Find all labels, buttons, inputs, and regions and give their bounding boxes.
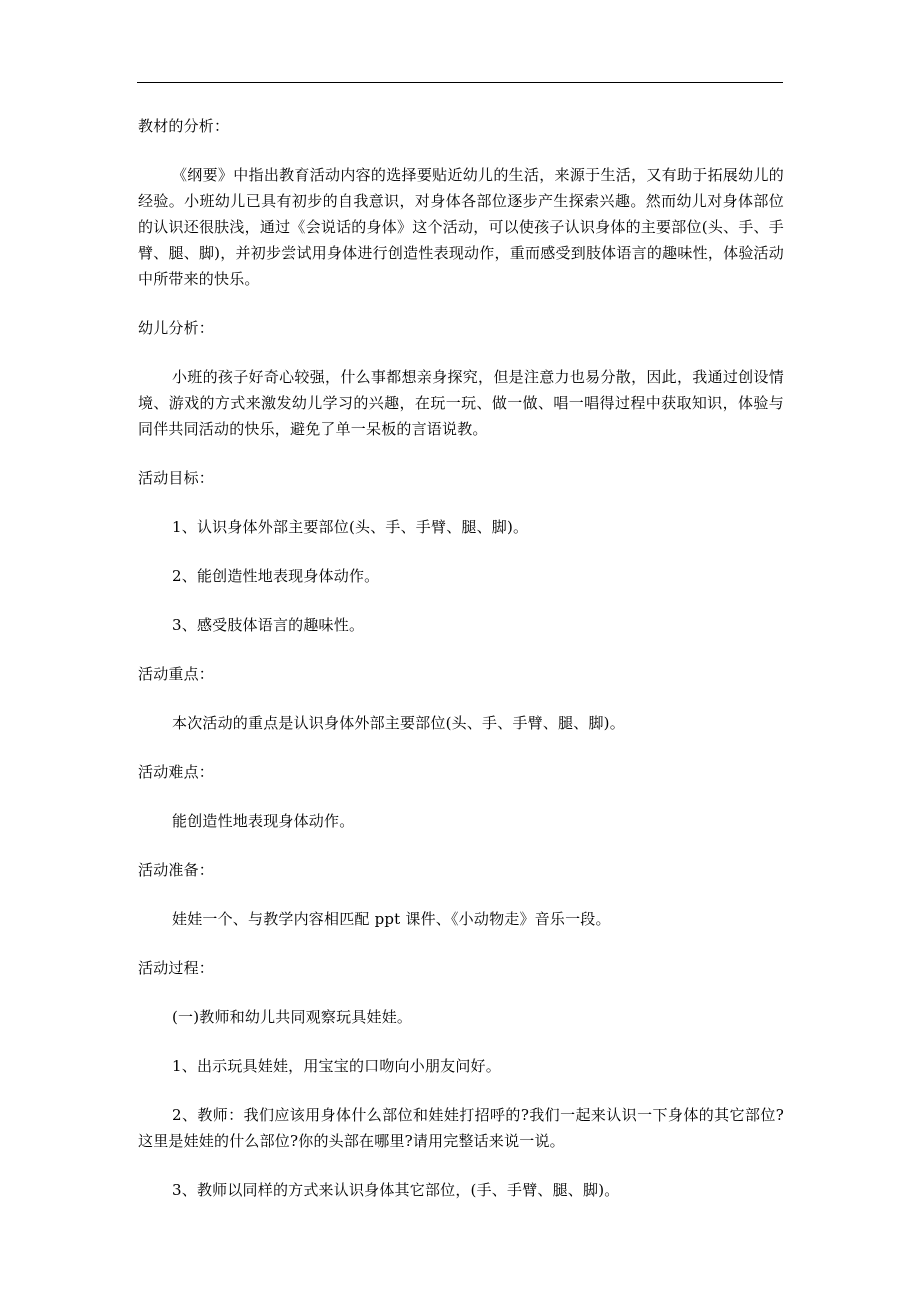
list-item: 3、感受肢体语言的趣味性。 xyxy=(172,616,365,634)
section-heading: 活动重点： xyxy=(138,665,215,683)
section-heading: 幼儿分析： xyxy=(138,319,215,337)
list-item: 1、出示玩具娃娃，用宝宝的口吻向小朋友问好。 xyxy=(172,1057,501,1075)
section-paragraph: 《纲要》中指出教育活动内容的选择要贴近幼儿的生活，来源于生活，又有助于拓展幼儿的经验。小班幼儿已具有初步的自我意识，对身体各部位逐步产生探索兴趣。然而幼儿对身体部位的认识还很肤浅，通过《会说话的身体》这个活动，可以使孩子认识身体的主要部位(头、手、手臂、腿、脚)，并初步尝试用身体进行创造性表现动作，重而感受到肢体语言的趣味性，体验活动中所带来的快乐。 xyxy=(138,166,784,288)
section-paragraph: 娃娃一个、与教学内容相匹配 ppt 课件、《小动物走》音乐一段。 xyxy=(172,910,611,928)
header-rule xyxy=(137,82,783,83)
list-item: 2、教师：我们应该用身体什么部位和娃娃打招呼的?我们一起来认识一下身体的其它部位?这里是娃娃的什么部位?你的头部在哪里?请用完整话来说一说。 xyxy=(138,1106,784,1150)
section-paragraph: 能创造性地表现身体动作。 xyxy=(172,812,355,830)
section-heading: 活动目标： xyxy=(138,469,215,487)
document-body xyxy=(138,113,784,1226)
section-paragraph: 小班的孩子好奇心较强，什么事都想亲身探究，但是注意力也易分散，因此，我通过创设情境、游戏的方式来激发幼儿学习的兴趣，在玩一玩、做一做、唱一唱得过程中获取知识，体验与同伴共同活动的快乐，避免了单一呆板的言语说教。 xyxy=(138,368,784,438)
list-item: (一)教师和幼儿共同观察玩具娃娃。 xyxy=(172,1008,413,1026)
section-paragraph: 本次活动的重点是认识身体外部主要部位(头、手、手臂、腿、脚)。 xyxy=(172,714,625,732)
section-heading: 教材的分析： xyxy=(138,117,230,135)
list-item: 3、教师以同样的方式来认识身体其它部位，(手、手臂、腿、脚)。 xyxy=(172,1181,620,1199)
section-heading: 活动难点： xyxy=(138,763,215,781)
section-heading: 活动过程： xyxy=(138,959,215,977)
list-item: 2、能创造性地表现身体动作。 xyxy=(172,567,380,585)
list-item: 1、认识身体外部主要部位(头、手、手臂、腿、脚)。 xyxy=(172,518,529,536)
section-heading: 活动准备： xyxy=(138,861,215,879)
